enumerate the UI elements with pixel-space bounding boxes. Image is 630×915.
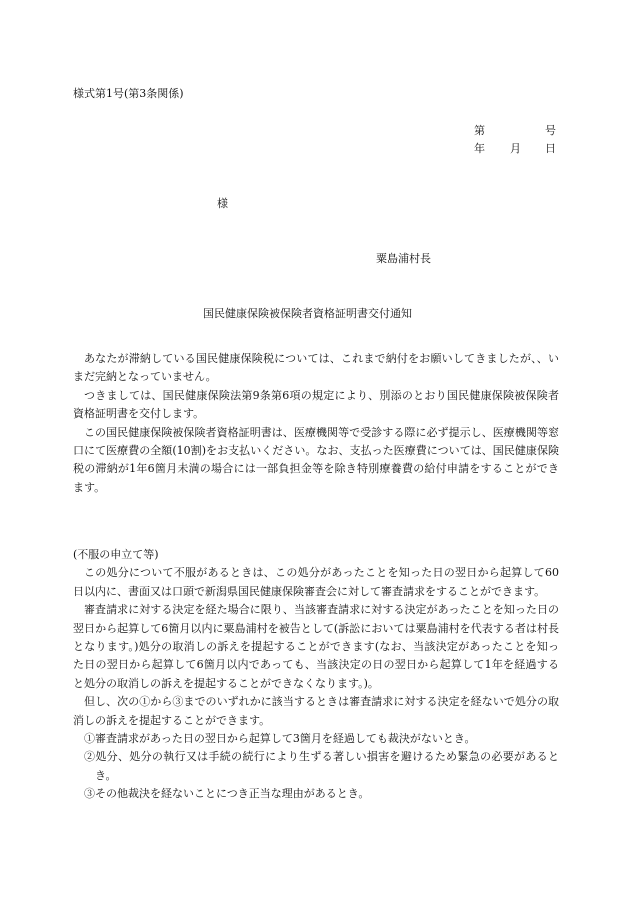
addressee-honorific: 様 bbox=[217, 197, 228, 210]
number-suffix: 号 bbox=[545, 124, 556, 137]
appeal-list-item: ①審査請求があった日の翌日から起算して3箇月を経過しても裁決がないとき。 bbox=[84, 732, 476, 746]
appeal-heading: (不服の申立て等) bbox=[73, 548, 159, 561]
appeal-paragraph: 但し、次の①から③までのいずれかに該当するときは審査請求に対する決定を経ないで処分の取消しの訴えを提起することができます。 bbox=[73, 695, 559, 727]
form-label: 様式第1号(第3条関係) bbox=[73, 87, 184, 100]
body-paragraph: この国民健康保険被保険者資格証明書は、医療機関等で受診する際に必ず提示し、医療機関等窓口にて医療費の全額(10割)をお支払いください。なお、支払った医療費については、国民健康保険税の滞納が1年6箇月未満の場合には一部負担金等を除き特別療養費の給付申請をすることができます。 bbox=[73, 425, 559, 494]
date-month: 月 bbox=[510, 142, 521, 155]
body-paragraph: あなたが滞納している国民健康保険税については、これまで納付をお願いしてきましたが、、いまだ完納となっていません。 bbox=[73, 352, 559, 384]
appeal-list-item: ②処分、処分の執行又は手続の続行により生ずる著しい損害を避けるため緊急の必要があるとき。 bbox=[84, 750, 559, 782]
appeal-paragraph: 審査請求に対する決定を経た場合に限り、当該審査請求に対する決定があったことを知った日の翌日から起算して6箇月以内に粟島浦村を被告として(訴訟においては粟島浦村を代表する者は村長となります。)処分の取消しの訴えを提起することができます(なお、当該決定があったことを知った日の翌日から起算して6箇月以内であっても、当該決定の日の翌日から起算して1年を経過すると処分の取消しの訴えを提起することができなくなります。)。 bbox=[73, 603, 559, 690]
date-day: 日 bbox=[545, 142, 556, 155]
number-prefix: 第 bbox=[474, 124, 485, 137]
document-title: 国民健康保険被保険者資格証明書交付通知 bbox=[203, 307, 412, 320]
sender-title: 粟島浦村長 bbox=[376, 252, 431, 265]
appeal-list-item: ③その他裁決を経ないことにつき正当な理由があるとき。 bbox=[84, 787, 370, 801]
appeal-paragraph: この処分について不服があるときは、この処分があったことを知った日の翌日から起算して60日以内に、書面又は口頭で新潟県国民健康保険審査会に対して審査請求をすることができます。 bbox=[73, 566, 559, 598]
body-section bbox=[73, 350, 559, 497]
body-paragraph: つきましては、国民健康保険法第9条第6項の規定により、別添のとおり国民健康保険被保険者資格証明書を交付します。 bbox=[73, 388, 559, 421]
appeal-section bbox=[73, 546, 559, 804]
date-year: 年 bbox=[474, 142, 485, 155]
